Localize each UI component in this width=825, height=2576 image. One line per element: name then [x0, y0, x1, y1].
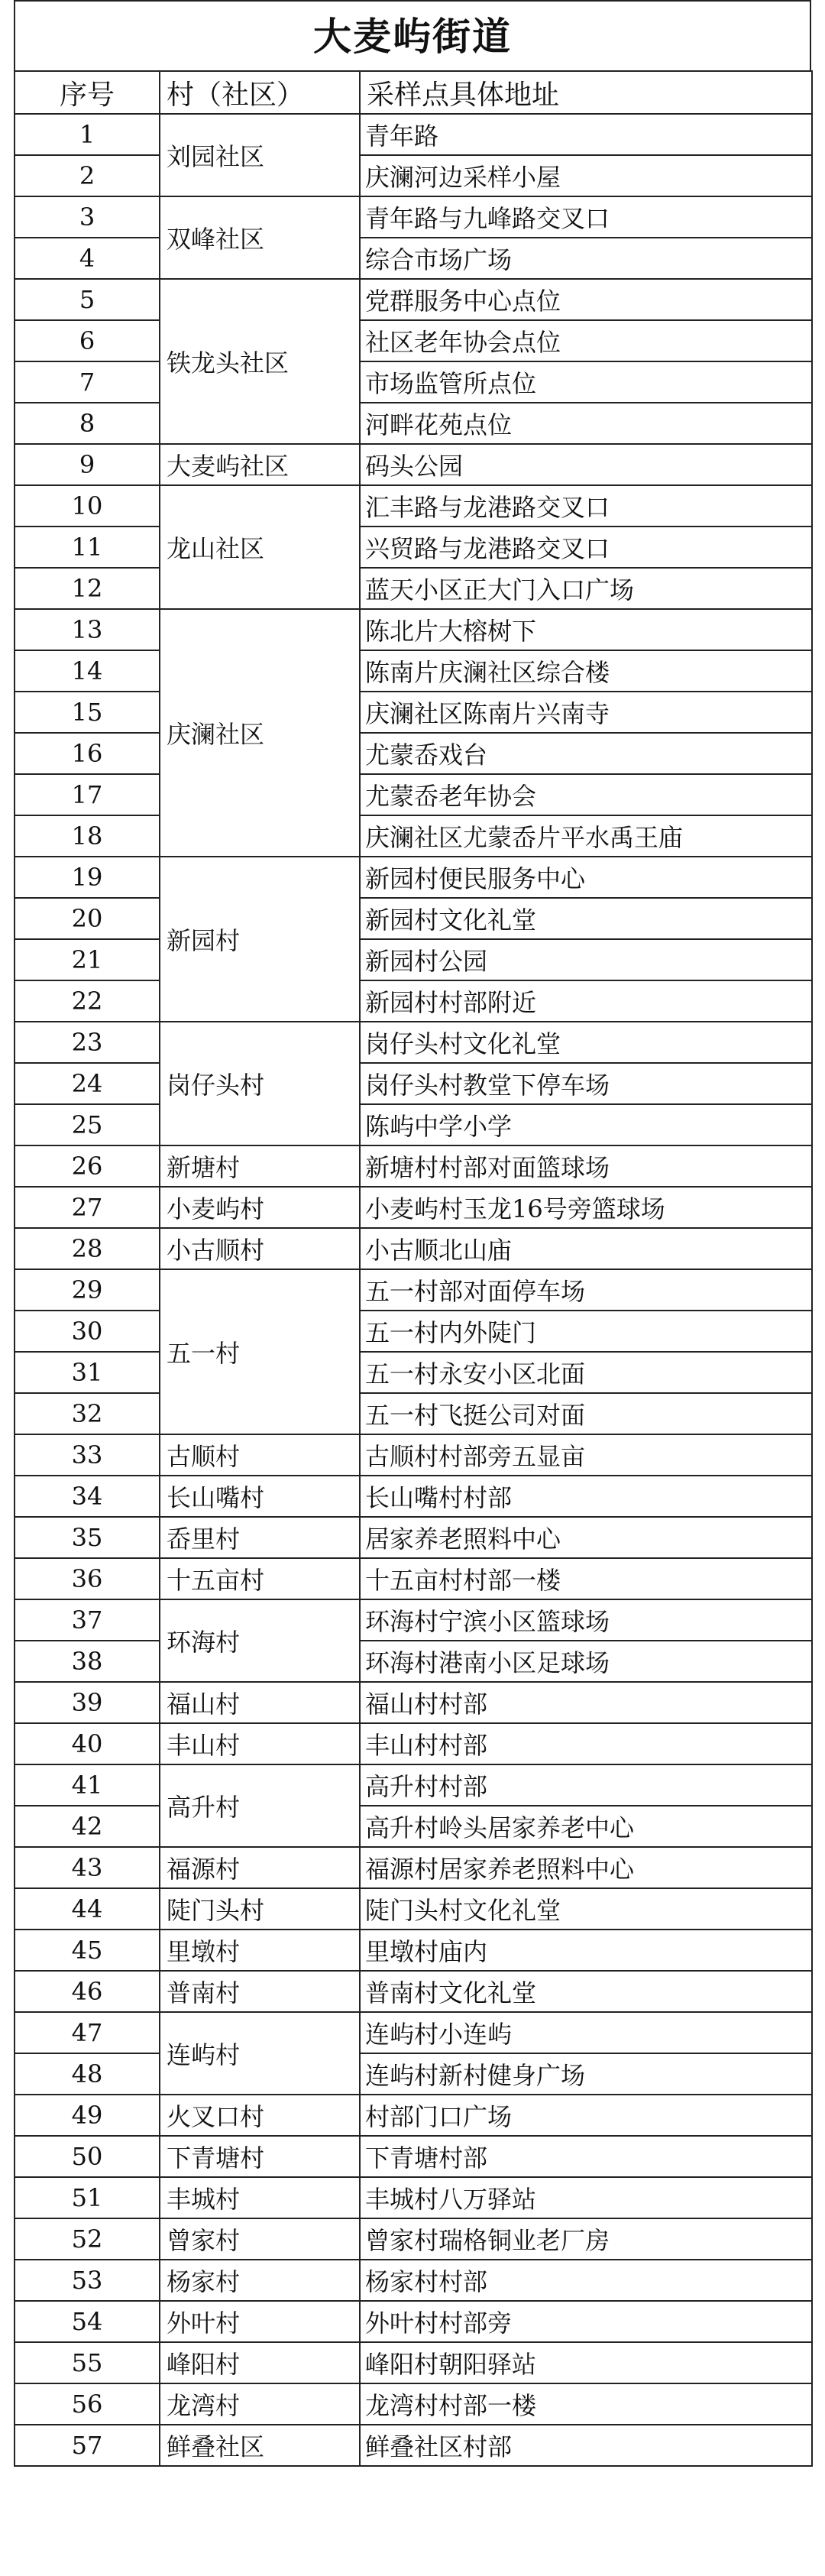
- site-cell: 新园村便民服务中心: [360, 857, 812, 898]
- site-cell: 长山嘴村村部: [360, 1476, 812, 1517]
- site-cell: 十五亩村村部一楼: [360, 1558, 812, 1599]
- seq-cell: 53: [15, 2260, 160, 2301]
- seq-cell: 36: [15, 1558, 160, 1599]
- seq-cell: 24: [15, 1063, 160, 1104]
- site-cell: 杨家村村部: [360, 2260, 812, 2301]
- site-cell: 陈北片大榕树下: [360, 609, 812, 650]
- table-header-row: [15, 71, 812, 114]
- seq-cell: 38: [15, 1641, 160, 1682]
- site-cell: 福源村居家养老照料中心: [360, 1847, 812, 1888]
- seq-cell: 18: [15, 815, 160, 857]
- site-cell: 环海村港南小区足球场: [360, 1641, 812, 1682]
- table-row: [15, 2136, 812, 2177]
- village-cell: 大麦屿社区: [160, 444, 360, 485]
- table-body: [15, 114, 812, 2466]
- seq-cell: 29: [15, 1269, 160, 1311]
- table-row: [15, 1063, 812, 1104]
- table-row: [15, 939, 812, 980]
- site-cell: 新园村公园: [360, 939, 812, 980]
- header-village: 村（社区）: [160, 71, 360, 114]
- site-cell: 里墩村庙内: [360, 1930, 812, 1971]
- table-row: [15, 568, 812, 609]
- village-cell: 高升村: [160, 1764, 360, 1847]
- table-row: [15, 114, 812, 155]
- seq-cell: 33: [15, 1434, 160, 1476]
- table-row: [15, 444, 812, 485]
- table-row: [15, 196, 812, 238]
- table-row: [15, 1187, 812, 1228]
- seq-cell: 15: [15, 692, 160, 733]
- village-cell: 火叉口村: [160, 2095, 360, 2136]
- seq-cell: 30: [15, 1311, 160, 1352]
- site-cell: 汇丰路与龙港路交叉口: [360, 485, 812, 527]
- site-cell: 外叶村村部旁: [360, 2301, 812, 2342]
- site-cell: 庆澜河边采样小屋: [360, 155, 812, 196]
- site-cell: 党群服务中心点位: [360, 279, 812, 320]
- table-row: [15, 403, 812, 444]
- site-cell: 高升村村部: [360, 1764, 812, 1806]
- seq-cell: 5: [15, 279, 160, 320]
- seq-cell: 19: [15, 857, 160, 898]
- seq-cell: 35: [15, 1517, 160, 1558]
- table-row: [15, 1764, 812, 1806]
- table-row: [15, 2177, 812, 2218]
- seq-cell: 48: [15, 2053, 160, 2095]
- site-cell: 陈南片庆澜社区综合楼: [360, 650, 812, 692]
- site-cell: 龙湾村村部一楼: [360, 2383, 812, 2425]
- table-row: [15, 361, 812, 403]
- village-cell: 十五亩村: [160, 1558, 360, 1599]
- table-row: [15, 2260, 812, 2301]
- site-cell: 庆澜社区尤蒙岙片平水禹王庙: [360, 815, 812, 857]
- village-cell: 环海村: [160, 1599, 360, 1682]
- seq-cell: 46: [15, 1971, 160, 2012]
- seq-cell: 25: [15, 1104, 160, 1145]
- table-row: [15, 1888, 812, 1930]
- table-row: [15, 485, 812, 527]
- table-row: [15, 1104, 812, 1145]
- table-row: [15, 1971, 812, 2012]
- site-cell: 丰山村村部: [360, 1723, 812, 1764]
- site-cell: 市场监管所点位: [360, 361, 812, 403]
- site-cell: 综合市场广场: [360, 238, 812, 279]
- table-row: [15, 1022, 812, 1063]
- table-row: [15, 733, 812, 774]
- table-row: [15, 1517, 812, 1558]
- village-cell: 陡门头村: [160, 1888, 360, 1930]
- seq-cell: 43: [15, 1847, 160, 1888]
- village-cell: 岙里村: [160, 1517, 360, 1558]
- seq-cell: 49: [15, 2095, 160, 2136]
- seq-cell: 44: [15, 1888, 160, 1930]
- table-row: [15, 898, 812, 939]
- table-row: [15, 1145, 812, 1187]
- header-site: 采样点具体地址: [360, 71, 812, 114]
- village-cell: 外叶村: [160, 2301, 360, 2342]
- village-cell: 双峰社区: [160, 196, 360, 279]
- site-cell: 岗仔头村教堂下停车场: [360, 1063, 812, 1104]
- seq-cell: 27: [15, 1187, 160, 1228]
- site-cell: 高升村岭头居家养老中心: [360, 1806, 812, 1847]
- site-cell: 环海村宁滨小区篮球场: [360, 1599, 812, 1641]
- village-cell: 五一村: [160, 1269, 360, 1434]
- table-row: [15, 320, 812, 361]
- table-row: [15, 2012, 812, 2053]
- seq-cell: 8: [15, 403, 160, 444]
- seq-cell: 14: [15, 650, 160, 692]
- site-cell: 新塘村村部对面篮球场: [360, 1145, 812, 1187]
- table-row: [15, 2425, 812, 2466]
- site-cell: 陡门头村文化礼堂: [360, 1888, 812, 1930]
- table-row: [15, 1558, 812, 1599]
- seq-cell: 9: [15, 444, 160, 485]
- site-cell: 下青塘村部: [360, 2136, 812, 2177]
- seq-cell: 45: [15, 1930, 160, 1971]
- table-row: [15, 650, 812, 692]
- table-row: [15, 1311, 812, 1352]
- table-row: [15, 238, 812, 279]
- table-row: [15, 2301, 812, 2342]
- table-row: [15, 980, 812, 1022]
- seq-cell: 37: [15, 1599, 160, 1641]
- sampling-sites-table: [14, 70, 813, 2467]
- village-cell: 丰山村: [160, 1723, 360, 1764]
- table-row: [15, 1352, 812, 1393]
- table-row: [15, 857, 812, 898]
- site-cell: 新园村村部附近: [360, 980, 812, 1022]
- seq-cell: 17: [15, 774, 160, 815]
- table-row: [15, 1806, 812, 1847]
- village-cell: 福山村: [160, 1682, 360, 1723]
- site-cell: 普南村文化礼堂: [360, 1971, 812, 2012]
- seq-cell: 52: [15, 2218, 160, 2260]
- village-cell: 峰阳村: [160, 2342, 360, 2383]
- table-row: [15, 1393, 812, 1434]
- site-cell: 青年路: [360, 114, 812, 155]
- table-row: [15, 1269, 812, 1311]
- table-row: [15, 279, 812, 320]
- seq-cell: 20: [15, 898, 160, 939]
- site-cell: 五一村永安小区北面: [360, 1352, 812, 1393]
- site-cell: 小麦屿村玉龙16号旁篮球场: [360, 1187, 812, 1228]
- seq-cell: 51: [15, 2177, 160, 2218]
- village-cell: 曾家村: [160, 2218, 360, 2260]
- table-row: [15, 774, 812, 815]
- site-cell: 古顺村村部旁五显亩: [360, 1434, 812, 1476]
- village-cell: 新园村: [160, 857, 360, 1022]
- village-cell: 庆澜社区: [160, 609, 360, 857]
- page-title: 大麦屿街道: [14, 0, 811, 70]
- seq-cell: 12: [15, 568, 160, 609]
- village-cell: 刘园社区: [160, 114, 360, 196]
- village-cell: 龙湾村: [160, 2383, 360, 2425]
- table-row: [15, 1930, 812, 1971]
- table-row: [15, 1476, 812, 1517]
- village-cell: 连屿村: [160, 2012, 360, 2095]
- seq-cell: 42: [15, 1806, 160, 1847]
- seq-cell: 55: [15, 2342, 160, 2383]
- table-row: [15, 692, 812, 733]
- table-row: [15, 1723, 812, 1764]
- seq-cell: 11: [15, 527, 160, 568]
- table-row: [15, 2383, 812, 2425]
- table-row: [15, 2053, 812, 2095]
- site-cell: 小古顺北山庙: [360, 1228, 812, 1269]
- seq-cell: 13: [15, 609, 160, 650]
- seq-cell: 7: [15, 361, 160, 403]
- site-cell: 尤蒙岙老年协会: [360, 774, 812, 815]
- table-row: [15, 527, 812, 568]
- site-cell: 社区老年协会点位: [360, 320, 812, 361]
- site-cell: 岗仔头村文化礼堂: [360, 1022, 812, 1063]
- village-cell: 丰城村: [160, 2177, 360, 2218]
- site-cell: 青年路与九峰路交叉口: [360, 196, 812, 238]
- seq-cell: 56: [15, 2383, 160, 2425]
- site-cell: 尤蒙岙戏台: [360, 733, 812, 774]
- seq-cell: 23: [15, 1022, 160, 1063]
- village-cell: 里墩村: [160, 1930, 360, 1971]
- village-cell: 古顺村: [160, 1434, 360, 1476]
- village-cell: 铁龙头社区: [160, 279, 360, 444]
- seq-cell: 41: [15, 1764, 160, 1806]
- seq-cell: 10: [15, 485, 160, 527]
- table-row: [15, 2095, 812, 2136]
- village-cell: 福源村: [160, 1847, 360, 1888]
- site-cell: 五一村内外陡门: [360, 1311, 812, 1352]
- village-cell: 鲜叠社区: [160, 2425, 360, 2466]
- table-row: [15, 1228, 812, 1269]
- table-row: [15, 1641, 812, 1682]
- seq-cell: 21: [15, 939, 160, 980]
- site-cell: 五一村飞挺公司对面: [360, 1393, 812, 1434]
- seq-cell: 16: [15, 733, 160, 774]
- table-row: [15, 815, 812, 857]
- seq-cell: 39: [15, 1682, 160, 1723]
- table-row: [15, 1599, 812, 1641]
- site-cell: 鲜叠社区村部: [360, 2425, 812, 2466]
- village-cell: 小古顺村: [160, 1228, 360, 1269]
- table-row: [15, 2342, 812, 2383]
- table-row: [15, 1847, 812, 1888]
- village-cell: 岗仔头村: [160, 1022, 360, 1145]
- site-cell: 连屿村新村健身广场: [360, 2053, 812, 2095]
- seq-cell: 57: [15, 2425, 160, 2466]
- site-cell: 连屿村小连屿: [360, 2012, 812, 2053]
- site-cell: 福山村村部: [360, 1682, 812, 1723]
- site-cell: 曾家村瑞格铜业老厂房: [360, 2218, 812, 2260]
- seq-cell: 1: [15, 114, 160, 155]
- header-seq: 序号: [15, 71, 160, 114]
- site-cell: 峰阳村朝阳驿站: [360, 2342, 812, 2383]
- village-cell: 小麦屿村: [160, 1187, 360, 1228]
- table-row: [15, 1434, 812, 1476]
- village-cell: 龙山社区: [160, 485, 360, 609]
- village-cell: 杨家村: [160, 2260, 360, 2301]
- site-cell: 陈屿中学小学: [360, 1104, 812, 1145]
- seq-cell: 6: [15, 320, 160, 361]
- table-row: [15, 1682, 812, 1723]
- village-cell: 新塘村: [160, 1145, 360, 1187]
- seq-cell: 26: [15, 1145, 160, 1187]
- seq-cell: 28: [15, 1228, 160, 1269]
- seq-cell: 47: [15, 2012, 160, 2053]
- site-cell: 蓝天小区正大门入口广场: [360, 568, 812, 609]
- village-cell: 长山嘴村: [160, 1476, 360, 1517]
- seq-cell: 32: [15, 1393, 160, 1434]
- site-cell: 丰城村八万驿站: [360, 2177, 812, 2218]
- seq-cell: 4: [15, 238, 160, 279]
- table-row: [15, 609, 812, 650]
- site-cell: 码头公园: [360, 444, 812, 485]
- site-cell: 河畔花苑点位: [360, 403, 812, 444]
- site-cell: 五一村部对面停车场: [360, 1269, 812, 1311]
- village-cell: 下青塘村: [160, 2136, 360, 2177]
- seq-cell: 2: [15, 155, 160, 196]
- table-row: [15, 155, 812, 196]
- seq-cell: 54: [15, 2301, 160, 2342]
- site-cell: 居家养老照料中心: [360, 1517, 812, 1558]
- seq-cell: 22: [15, 980, 160, 1022]
- seq-cell: 34: [15, 1476, 160, 1517]
- site-cell: 兴贸路与龙港路交叉口: [360, 527, 812, 568]
- table-row: [15, 2218, 812, 2260]
- site-cell: 村部门口广场: [360, 2095, 812, 2136]
- site-cell: 庆澜社区陈南片兴南寺: [360, 692, 812, 733]
- seq-cell: 31: [15, 1352, 160, 1393]
- seq-cell: 50: [15, 2136, 160, 2177]
- seq-cell: 40: [15, 1723, 160, 1764]
- seq-cell: 3: [15, 196, 160, 238]
- village-cell: 普南村: [160, 1971, 360, 2012]
- site-cell: 新园村文化礼堂: [360, 898, 812, 939]
